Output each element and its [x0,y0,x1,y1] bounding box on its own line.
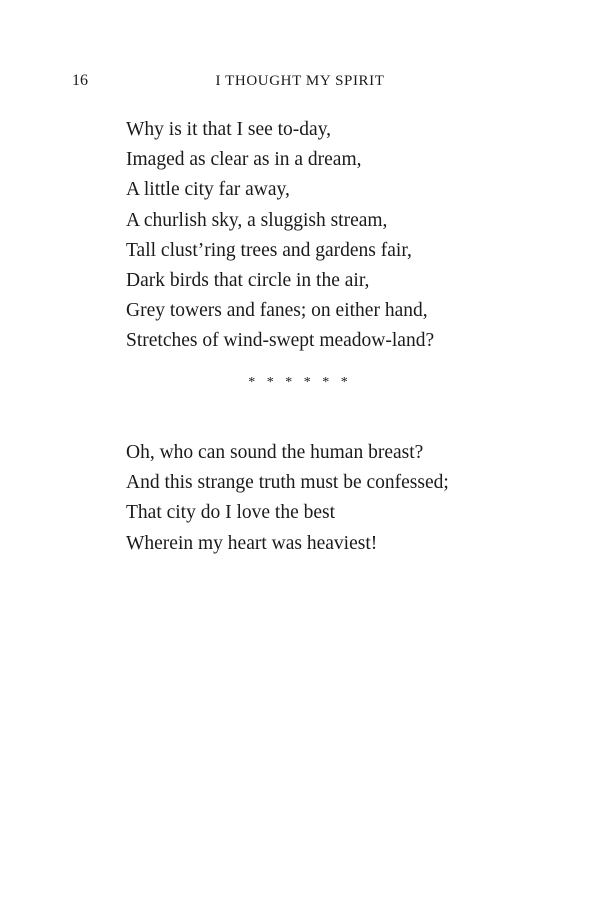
running-head: I THOUGHT MY SPIRIT [215,73,385,89]
poem-line: And this strange truth must be confessed; [126,472,449,494]
poem-line: Oh, who can sound the human breast? [126,442,424,463]
poem-line: Why is it that I see to-day, [126,119,332,140]
poem-line: Grey towers and fanes; on either hand, [126,300,428,322]
poem-line: Wherein my heart was heaviest! [126,532,378,554]
poem-line: Tall clust’ring trees and gardens fair, [126,239,412,261]
poem-line: Dark birds that circle in the air, [126,270,370,292]
poem-line: That city do I love the best [126,502,336,524]
poem-line: A little city far away, [126,179,290,201]
section-break: * * * * * * [248,375,352,390]
stanza-1 [126,115,434,357]
poem-line: Imaged as clear as in a dream, [126,149,362,171]
page-number: 16 [72,72,88,89]
stanza-2 [126,438,449,559]
poem-line: A churlish sky, a sluggish stream, [126,209,388,231]
poem-line: Stretches of wind-swept meadow-land? [126,330,435,352]
